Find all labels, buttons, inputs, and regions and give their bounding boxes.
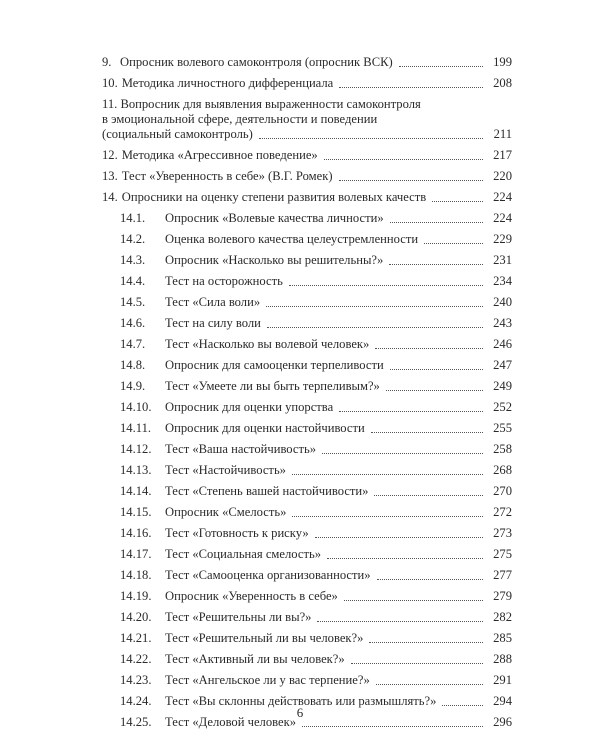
toc-subentry[interactable]	[102, 400, 512, 415]
toc-entry-title: Опросники на оценку степени развития волевых качеств	[121, 190, 427, 204]
page-number: 6	[296, 705, 304, 720]
toc-subentry-title: Тест «Насколько вы волевой человек»	[165, 337, 370, 351]
dot-leader	[399, 65, 483, 67]
toc-subentry-number: 14.5.	[120, 295, 146, 309]
dot-leader	[302, 725, 483, 727]
toc-subentry-page: 240	[493, 295, 512, 309]
toc-subentry[interactable]	[102, 421, 512, 436]
toc-subentry-title: Тест «Деловой человек»	[165, 715, 296, 729]
toc-subentry-title: Опросник «Смелость»	[165, 505, 287, 519]
dot-leader	[386, 389, 483, 391]
dot-leader	[266, 305, 483, 307]
toc-subentry-number: 14.2.	[120, 232, 146, 246]
dot-leader	[374, 494, 483, 496]
toc-subentry-number: 14.12.	[120, 442, 152, 456]
dot-leader	[389, 263, 483, 265]
dot-leader	[327, 557, 483, 559]
toc-subentry-title: Опросник «Насколько вы решительны?»	[165, 253, 384, 267]
dot-leader	[432, 200, 483, 202]
table-of-contents	[102, 55, 512, 736]
toc-subentry-title: Опросник для самооценки терпеливости	[165, 358, 384, 372]
toc-entry-number: 14.	[102, 190, 118, 204]
toc-entry-9[interactable]	[102, 55, 512, 70]
toc-subentry[interactable]	[102, 652, 512, 667]
toc-entry-title: Тест «Уверенность в себе» (В.Г. Ромек)	[121, 169, 333, 183]
toc-entry-number: 11.	[102, 97, 118, 111]
toc-subentry[interactable]	[102, 484, 512, 499]
toc-entry-page: 220	[493, 169, 512, 183]
dot-leader	[376, 683, 483, 685]
dot-leader	[339, 410, 483, 412]
toc-subentry-page: 270	[493, 484, 512, 498]
toc-subentry[interactable]	[102, 568, 512, 583]
toc-subentry-number: 14.16.	[120, 526, 152, 540]
toc-subentry[interactable]	[102, 358, 512, 373]
toc-subentry-page: 273	[493, 526, 512, 540]
toc-subentry-title: Тест «Решительны ли вы?»	[165, 610, 312, 624]
toc-subentry-title: Тест «Самооценка организованности»	[165, 568, 371, 582]
toc-subentry-page: 275	[493, 547, 512, 561]
toc-subentry-page: 247	[493, 358, 512, 372]
toc-subentry-title: Тест «Степень вашей настойчивости»	[165, 484, 369, 498]
dot-leader	[315, 536, 483, 538]
toc-subentry-number: 14.11.	[120, 421, 152, 435]
toc-subentry[interactable]	[102, 316, 512, 331]
toc-subentry-title: Тест «Сила воли»	[165, 295, 261, 309]
toc-subentry[interactable]	[102, 547, 512, 562]
toc-subentry-number: 14.3.	[120, 253, 146, 267]
toc-entry-page: 211	[493, 127, 512, 141]
toc-subentry[interactable]	[102, 337, 512, 352]
toc-subentry-page: 255	[493, 421, 512, 435]
toc-subentry-number: 14.19.	[120, 589, 152, 603]
toc-subentry[interactable]	[102, 295, 512, 310]
toc-subentry-page: 258	[493, 442, 512, 456]
toc-subentry-title: Опросник «Волевые качества личности»	[165, 211, 384, 225]
toc-subentry-number: 14.17.	[120, 547, 152, 561]
dot-leader	[344, 599, 483, 601]
toc-subentry-title: Тест на силу воли	[165, 316, 261, 330]
toc-entry-title-line-1: 11. Вопросник для выявления выраженности самоконтроля	[102, 97, 421, 111]
toc-subentry-number: 14.14.	[120, 484, 152, 498]
toc-entry-title: Методика «Агрессивное поведение»	[121, 148, 318, 162]
toc-subentry-title: Тест «Готовность к риску»	[165, 526, 309, 540]
toc-subentry[interactable]	[102, 631, 512, 646]
toc-entry-12[interactable]	[102, 148, 512, 163]
dot-leader	[351, 662, 483, 664]
toc-entry-page: 224	[493, 190, 512, 204]
toc-subentry-number: 14.21.	[120, 631, 152, 645]
toc-subentry[interactable]	[102, 253, 512, 268]
toc-subentry-number: 14.25.	[120, 715, 152, 729]
dot-leader	[289, 284, 483, 286]
toc-subentry-page: 229	[493, 232, 512, 246]
toc-subentry-page: 288	[493, 652, 512, 666]
toc-entry-13[interactable]	[102, 169, 512, 184]
toc-subentry-title: Опросник «Уверенность в себе»	[165, 589, 338, 603]
toc-subentry-number: 14.7.	[120, 337, 146, 351]
toc-subentry-number: 14.15.	[120, 505, 152, 519]
toc-subentry-page: 282	[493, 610, 512, 624]
dot-leader	[339, 179, 483, 181]
toc-subentry-number: 14.23.	[120, 673, 152, 687]
toc-subentry-number: 14.20.	[120, 610, 152, 624]
toc-subentry-page: 243	[493, 316, 512, 330]
toc-subentry[interactable]	[102, 232, 512, 247]
toc-entry-10[interactable]	[102, 76, 512, 91]
toc-subentry-page: 249	[493, 379, 512, 393]
toc-subentry[interactable]	[102, 442, 512, 457]
toc-entry-number: 10.	[102, 76, 118, 90]
toc-subentry-page: 234	[493, 274, 512, 288]
toc-subentry-page: 291	[493, 673, 512, 687]
dot-leader	[369, 641, 483, 643]
toc-subentry-page: 272	[493, 505, 512, 519]
toc-subentry[interactable]	[102, 274, 512, 289]
toc-subentry-number: 14.22.	[120, 652, 152, 666]
toc-subentry-page: 268	[493, 463, 512, 477]
toc-subentry-title: Тест «Ангельское ли у вас терпение?»	[165, 673, 370, 687]
toc-entry-title: Опросник волевого самоконтроля (опросник ВСК)	[120, 55, 393, 69]
dot-leader	[377, 578, 483, 580]
toc-subentry-number: 14.18.	[120, 568, 152, 582]
toc-entry-11[interactable]	[102, 97, 512, 142]
dot-leader	[424, 242, 483, 244]
dot-leader	[292, 515, 483, 517]
dot-leader	[324, 158, 483, 160]
dot-leader	[339, 86, 483, 88]
dot-leader	[292, 473, 483, 475]
toc-subentries	[102, 211, 512, 730]
toc-subentry-title: Тест «Вы склонны действовать или размышлять?»	[165, 694, 437, 708]
toc-subentry[interactable]	[102, 463, 512, 478]
toc-entry-number: 12.	[102, 148, 118, 162]
dot-leader	[390, 221, 483, 223]
toc-subentry-page: 285	[493, 631, 512, 645]
toc-subentry-number: 14.4.	[120, 274, 146, 288]
dot-leader	[322, 452, 483, 454]
toc-subentry-page: 252	[493, 400, 512, 414]
toc-subentry-title: Тест «Умеете ли вы быть терпеливым?»	[165, 379, 380, 393]
toc-entry-title: Методика личностного дифференциала	[121, 76, 334, 90]
dot-leader	[390, 368, 483, 370]
toc-subentry-page: 279	[493, 589, 512, 603]
dot-leader	[371, 431, 483, 433]
toc-subentry[interactable]	[102, 673, 512, 688]
toc-subentry[interactable]	[102, 589, 512, 604]
toc-entry-page: 199	[493, 55, 512, 69]
toc-subentry[interactable]	[102, 610, 512, 625]
toc-entry-page: 217	[493, 148, 512, 162]
toc-subentry-page: 277	[493, 568, 512, 582]
toc-subentry-number: 14.10.	[120, 400, 152, 414]
toc-subentry-page: 294	[493, 694, 512, 708]
toc-entry-14[interactable]	[102, 190, 512, 205]
toc-subentry-title: Опросник для оценки настойчивости	[165, 421, 365, 435]
toc-entry-title-line-2: в эмоциональной сфере, деятельности и поведении	[102, 112, 378, 126]
toc-subentry-title: Опросник для оценки упорства	[165, 400, 334, 414]
dot-leader	[267, 326, 483, 328]
toc-subentry-number: 14.9.	[120, 379, 146, 393]
toc-entry-page: 208	[493, 76, 512, 90]
toc-subentry-page: 296	[493, 715, 512, 729]
toc-subentry-title: Тест «Активный ли вы человек?»	[165, 652, 345, 666]
dot-leader	[317, 620, 483, 622]
toc-subentry-title: Тест «Социальная смелость»	[165, 547, 322, 561]
toc-subentry-title: Тест «Решительный ли вы человек?»	[165, 631, 364, 645]
toc-subentry-number: 14.13.	[120, 463, 152, 477]
toc-entry-title-line-3: (социальный самоконтроль) 211	[102, 127, 512, 141]
toc-subentry-number: 14.24.	[120, 694, 152, 708]
toc-subentry-page: 231	[493, 253, 512, 267]
toc-subentry-page: 246	[493, 337, 512, 351]
toc-subentry[interactable]	[102, 379, 512, 394]
toc-subentry-number: 14.6.	[120, 316, 146, 330]
dot-leader	[259, 137, 483, 139]
toc-subentry-title: Тест «Ваша настойчивость»	[165, 442, 317, 456]
toc-subentry-title: Тест на осторожность	[165, 274, 283, 288]
toc-entry-number: 9.	[102, 55, 112, 69]
toc-subentry-page: 224	[493, 211, 512, 225]
toc-subentry[interactable]	[102, 526, 512, 541]
toc-subentry[interactable]	[102, 505, 512, 520]
toc-subentry-number: 14.1.	[120, 211, 146, 225]
toc-subentry-title: Оценка волевого качества целеустремленности	[165, 232, 419, 246]
toc-entry-number: 13.	[102, 169, 118, 183]
dot-leader	[375, 347, 483, 349]
toc-subentry[interactable]	[102, 211, 512, 226]
toc-subentry-number: 14.8.	[120, 358, 146, 372]
toc-subentry-title: Тест «Настойчивость»	[165, 463, 286, 477]
